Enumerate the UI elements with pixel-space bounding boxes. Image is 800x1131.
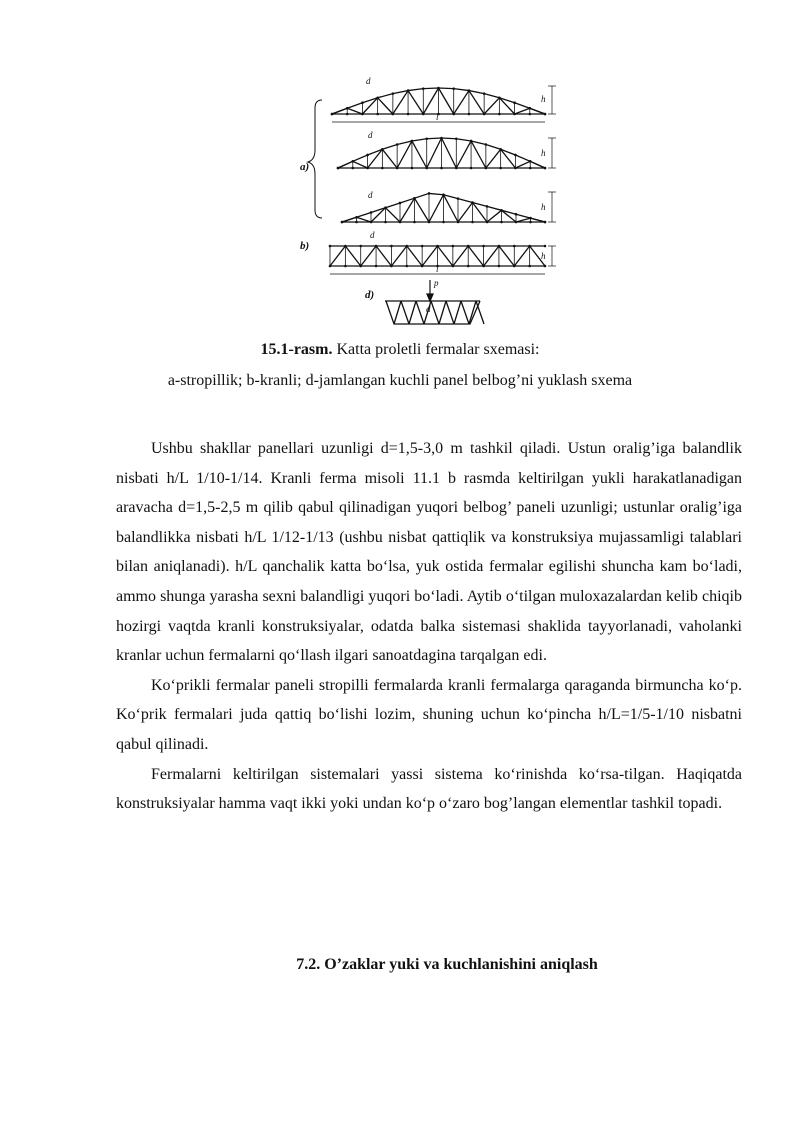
dim-h-label: h (541, 251, 546, 261)
group-a-bracket (308, 100, 322, 218)
dim-p-label: p (434, 278, 439, 288)
label-b: b) (300, 240, 310, 252)
paragraph: Fermalarni keltirilgan sistemalari yassi sistema ko‘rinishda ko‘rsa-tilgan. Haqiqatda konstruksiyalar hamma vaqt ikki yoki undan ko‘p o‘zaro bog’langan elementlar tashkil topadi. (116, 765, 742, 813)
paragraph: Ushbu shakllar panellari uzunligi d=1,5-3,0 m tashkil qiladi. Ustun oralig’iga balandlik nisbati h/L 1/10-1/14. Kranli ferma misoli 11.1 b rasmda keltirilgan yukli harakatlanadigan aravacha d=1,5-2,5 m qilib qabul qilinadigan yuqori belbog’ paneli uzunligi; ustunlar oralig’iga balandlikka nisbati h/L 1/12-1/13 (ushbu nisbat qattiqlik va konstruksiya mujassamligi talablari bilan aniqlanadi). h/L qanchalik katta bo‘lsa, yuk ostida fermalar egilishi shuncha kam bo‘ladi, ammo shunga yarasha sexni balandligi yuqori bo‘ladi. Aytib o‘tilgan muloxazalardan kelib chiqib hozirgi vaqtda kranli konstruksiyalar, odatda balka sistemasi shaklida tayyorlanadi, vaholanki kranlar uchun fermalarni qo‘llash ilgari sanoatdagina tarqalgan edi. (116, 440, 742, 665)
caption-title: Katta proletli fermalar sxemasi: (336, 341, 540, 358)
caption-number: 15.1-rasm. (260, 341, 333, 358)
dim-h-label: h (541, 94, 546, 104)
truss-diagram (290, 72, 570, 334)
dim-d-label: d (426, 304, 431, 314)
dim-d-label: d (366, 76, 371, 86)
dim-l-label: l (436, 264, 439, 274)
body-text (116, 434, 742, 819)
paragraph: Ko‘prikli fermalar paneli stropilli fermalarda kranli fermalarga qaraganda birmuncha ko‘p. Ko‘prik fermalari juda qattiq bo‘lishi lozim, shuning uchun ko‘pincha h/L=1/5-1/10 nisbatni qabul qilinadi. (116, 676, 742, 753)
truss-a1 (331, 87, 547, 116)
figure-caption (0, 341, 800, 359)
dim-h-label: h (541, 202, 546, 212)
truss-schematic-figure (290, 72, 570, 334)
figure-caption-subtitle: a-stropillik; b-kranli; d-jamlangan kuchli panel belbog’ni yuklash sxema (167, 372, 633, 389)
dim-h-label: h (541, 148, 546, 158)
dim-d-label: d (370, 230, 375, 240)
section-heading: 7.2. O’zaklar yuki va kuchlanishini aniqlash (296, 956, 598, 973)
label-a: a) (300, 161, 310, 173)
label-d: d) (365, 289, 375, 301)
truss-a2 (337, 137, 547, 170)
dim-d-label: d (368, 130, 373, 140)
dim-l-label: l (436, 112, 439, 122)
dim-d-label: d (368, 190, 373, 200)
